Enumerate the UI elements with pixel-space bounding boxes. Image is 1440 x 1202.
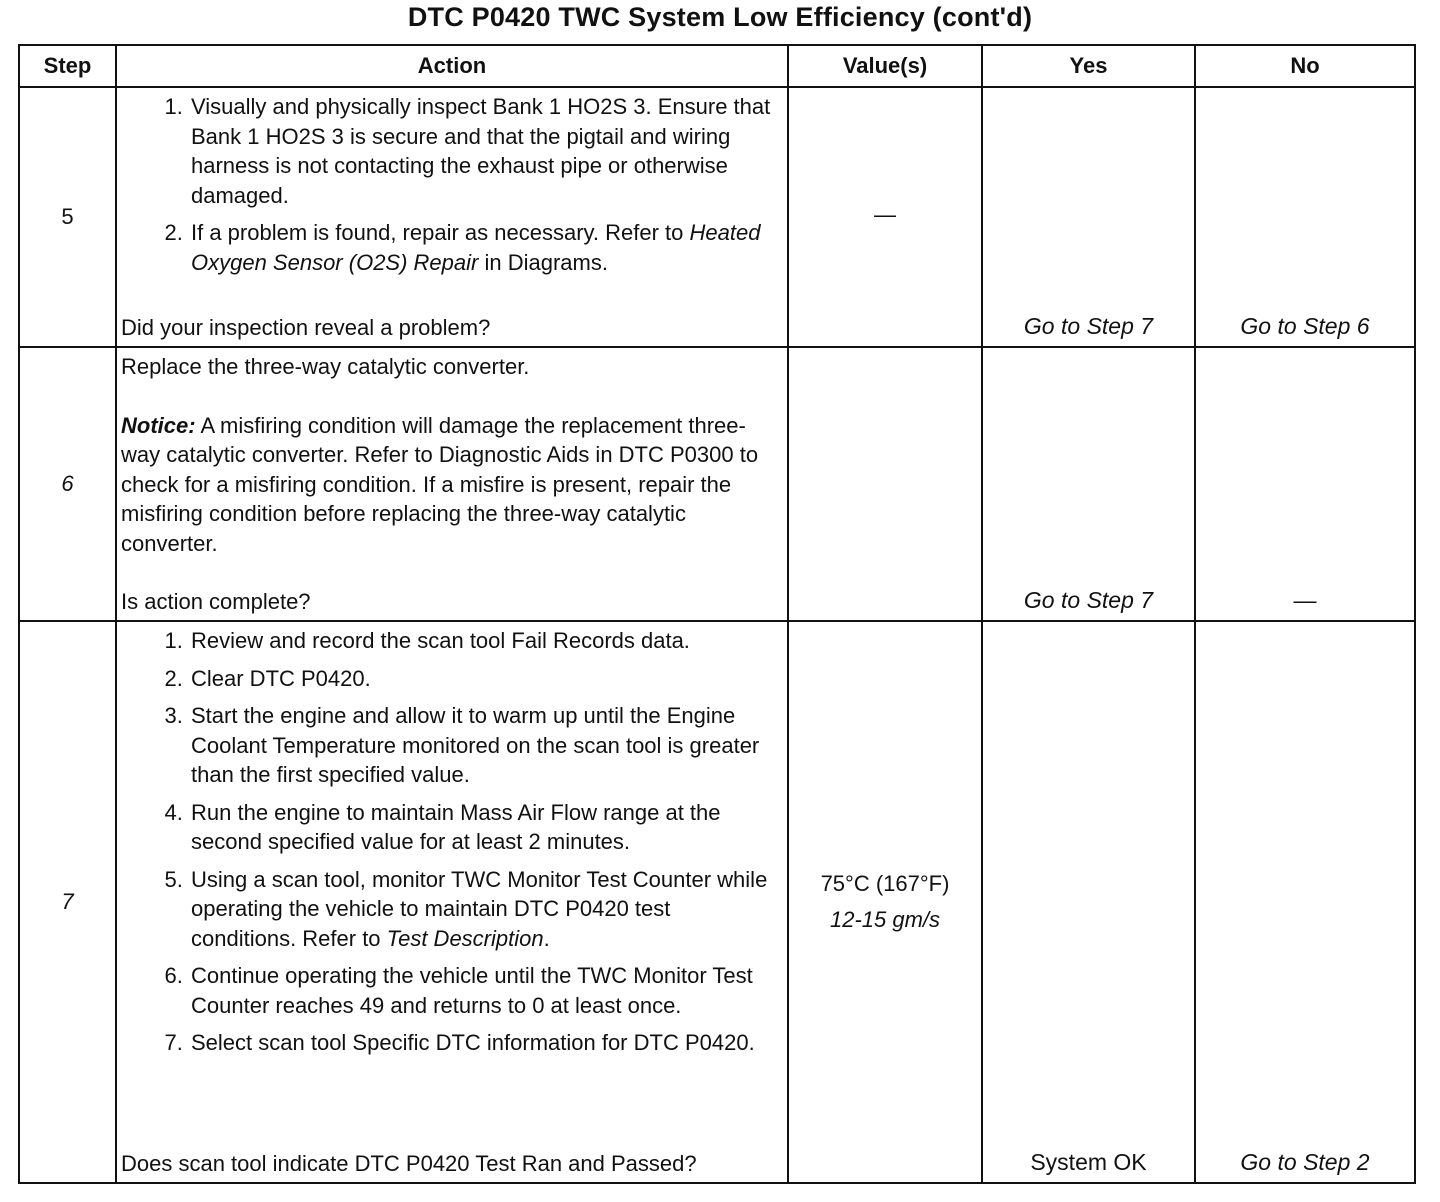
- header-no: No: [1195, 45, 1415, 87]
- value-cell: [788, 347, 982, 621]
- notice-label: Notice:: [121, 412, 196, 438]
- header-step: Step: [19, 45, 116, 87]
- action-item: [189, 218, 773, 277]
- no-result: —: [1293, 587, 1317, 613]
- no-cell: [1195, 87, 1415, 347]
- action-item: 4. Run the engine to maintain Mass Air Flow range at the second specified value for at least 2 minutes.: [189, 798, 773, 857]
- reference-link-text: Test Description: [386, 925, 544, 951]
- reference-link-text: Heated Oxygen Sensor (O2S) Repair: [191, 220, 761, 275]
- value-cell: [788, 621, 982, 1183]
- header-values: Value(s): [788, 45, 982, 87]
- action-item: [189, 865, 773, 954]
- no-cell: [1195, 621, 1415, 1183]
- no-result: Go to Step 2: [1240, 1149, 1370, 1175]
- action-list: [121, 92, 773, 277]
- diagnostic-table: [18, 44, 1416, 1184]
- question-text: Is action complete?: [121, 588, 311, 614]
- yes-cell: [982, 621, 1195, 1183]
- action-item: 7. Select scan tool Specific DTC information for DTC P0420.: [189, 1028, 773, 1058]
- action-cell: [116, 87, 788, 347]
- yes-result: System OK: [1030, 1149, 1147, 1175]
- action-list: [121, 626, 773, 1058]
- step-number: 7: [19, 621, 116, 1183]
- action-item: 1. Review and record the scan tool Fail Records data.: [189, 626, 773, 656]
- action-text-suffix: in Diagrams.: [478, 249, 608, 275]
- value-cell: [788, 87, 982, 347]
- no-result: Go to Step 6: [1240, 313, 1370, 339]
- table-row: [19, 87, 1415, 347]
- yes-result: Go to Step 7: [1023, 313, 1154, 339]
- page-title: DTC P0420 TWC System Low Efficiency (cont'd): [407, 2, 1033, 32]
- action-text: If a problem is found, repair as necessary. Refer to: [191, 220, 690, 245]
- action-item: 2. Clear DTC P0420.: [189, 664, 773, 694]
- action-intro: Replace the three-way catalytic converter.: [121, 354, 530, 379]
- step-number: 6: [19, 347, 116, 621]
- step-number: 5: [19, 87, 116, 347]
- table-row: [19, 347, 1415, 621]
- action-item: 1. Visually and physically inspect Bank 1 HO2S 3. Ensure that Bank 1 HO2S 3 is secure and that the pigtail and wiring harness is not contacting the exhaust pipe or otherwise damaged.: [189, 92, 773, 210]
- action-item: 3. Start the engine and allow it to warm up until the Engine Coolant Temperature monitored on the scan tool is greater than the first specified value.: [189, 701, 773, 790]
- value-temperature: 75°C (167°F): [820, 871, 950, 896]
- yes-cell: [982, 87, 1195, 347]
- no-cell: [1195, 347, 1415, 621]
- notice-paragraph: [121, 411, 773, 559]
- question-text: Does scan tool indicate DTC P0420 Test Ran and Passed?: [121, 1150, 697, 1176]
- yes-result: Go to Step 7: [1023, 587, 1154, 613]
- notice-text: A misfiring condition will damage the replacement three-way catalytic converter. Refer to Diagnostic Aids in DTC P0300 to check for a misfiring condition. If a misfire is present, repair the misfiring condition before replacing the three-way catalytic converter.: [121, 412, 759, 556]
- action-text: Using a scan tool, monitor TWC Monitor Test Counter while operating the vehicle to maintain DTC P0420 test conditions. Refer to: [191, 866, 768, 951]
- action-cell: [116, 621, 788, 1183]
- table-row: [19, 621, 1415, 1183]
- header-yes: Yes: [982, 45, 1195, 87]
- action-item: 6. Continue operating the vehicle until the TWC Monitor Test Counter reaches 49 and returns to 0 at least once.: [189, 961, 773, 1020]
- table-header-row: [19, 45, 1415, 87]
- header-action: Action: [116, 45, 788, 87]
- value-mass-air-flow: 12-15 gm/s: [829, 907, 941, 932]
- value-stack: [789, 866, 981, 938]
- value-dash: —: [874, 202, 896, 227]
- question-text: Did your inspection reveal a problem?: [121, 314, 491, 340]
- action-cell: [116, 347, 788, 621]
- action-text-suffix: .: [543, 925, 550, 951]
- yes-cell: [982, 347, 1195, 621]
